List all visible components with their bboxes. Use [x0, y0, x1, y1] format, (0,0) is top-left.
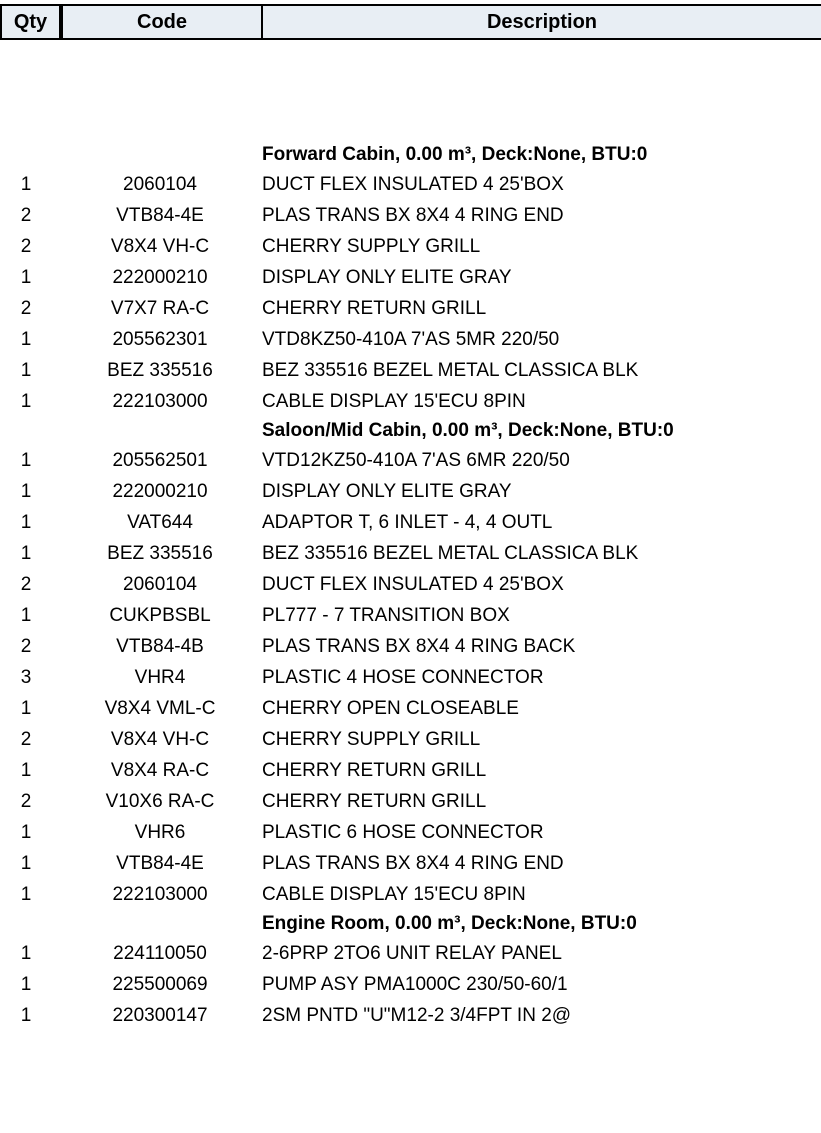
table-row [0, 631, 821, 662]
code-cell: 2060104 [123, 574, 197, 595]
description-cell: PLAS TRANS BX 8X4 4 RING END [262, 205, 564, 226]
table-row [0, 724, 821, 755]
code-cell: V8X4 VH-C [110, 236, 210, 257]
description-cell: VTD8KZ50-410A 7'AS 5MR 220/50 [262, 329, 560, 350]
description-cell: ADAPTOR T, 6 INLET - 4, 4 OUTL [262, 512, 553, 533]
table-row [0, 200, 821, 231]
code-cell: VTB84-4E [116, 853, 204, 874]
table-row [0, 231, 821, 262]
table-row [0, 386, 821, 417]
code-cell: 205562501 [112, 450, 208, 471]
table-row [0, 662, 821, 693]
table-row [0, 848, 821, 879]
qty-cell: 1 [20, 391, 32, 412]
table-row [0, 569, 821, 600]
code-cell: 222103000 [112, 884, 208, 905]
description-cell: PLAS TRANS BX 8X4 4 RING END [262, 853, 564, 874]
description-cell: DISPLAY ONLY ELITE GRAY [262, 267, 512, 288]
qty-cell: 1 [20, 1005, 32, 1026]
table-row [0, 817, 821, 848]
qty-cell: 1 [20, 884, 32, 905]
table-row [0, 293, 821, 324]
section-title: Engine Room, 0.00 m³, Deck:None, BTU:0 [262, 913, 637, 934]
qty-cell: 1 [20, 543, 32, 564]
description-cell: DISPLAY ONLY ELITE GRAY [262, 481, 512, 502]
description-cell: 2-6PRP 2TO6 UNIT RELAY PANEL [262, 943, 562, 964]
qty-cell: 1 [20, 760, 32, 781]
code-cell: V7X7 RA-C [110, 298, 210, 319]
qty-cell: 1 [20, 450, 32, 471]
code-cell: BEZ 335516 [107, 360, 213, 381]
description-cell: CHERRY RETURN GRILL [262, 298, 487, 319]
table-row [0, 938, 821, 969]
description-cell: PLASTIC 4 HOSE CONNECTOR [262, 667, 544, 688]
qty-cell: 2 [20, 729, 32, 750]
description-cell: CHERRY SUPPLY GRILL [262, 729, 481, 750]
code-cell: CUKPBSBL [109, 605, 211, 626]
description-cell: BEZ 335516 BEZEL METAL CLASSICA BLK [262, 360, 639, 381]
qty-cell: 1 [20, 329, 32, 350]
qty-cell: 1 [20, 174, 32, 195]
code-cell: 220300147 [112, 1005, 208, 1026]
description-cell: DUCT FLEX INSULATED 4 25'BOX [262, 574, 564, 595]
code-cell: 2060104 [123, 174, 197, 195]
code-cell: VTB84-4B [116, 636, 204, 657]
description-cell: CHERRY RETURN GRILL [262, 760, 487, 781]
code-cell: V8X4 RA-C [110, 760, 210, 781]
description-cell: CHERRY RETURN GRILL [262, 791, 487, 812]
description-cell: PL777 - 7 TRANSITION BOX [262, 605, 510, 626]
code-cell: 225500069 [112, 974, 208, 995]
qty-cell: 2 [20, 574, 32, 595]
table-header [0, 4, 821, 40]
table-row [0, 538, 821, 569]
header-qty: Qty [0, 4, 61, 40]
code-cell: VHR6 [134, 822, 186, 843]
table-row [0, 786, 821, 817]
table-row [0, 1000, 821, 1031]
qty-cell: 2 [20, 236, 32, 257]
description-cell: VTD12KZ50-410A 7'AS 6MR 220/50 [262, 450, 570, 471]
qty-cell: 1 [20, 853, 32, 874]
description-cell: CHERRY OPEN CLOSEABLE [262, 698, 519, 719]
code-cell: VTB84-4E [116, 205, 204, 226]
code-cell: V8X4 VML-C [104, 698, 216, 719]
description-cell: CHERRY SUPPLY GRILL [262, 236, 481, 257]
description-cell: PLASTIC 6 HOSE CONNECTOR [262, 822, 544, 843]
qty-cell: 2 [20, 636, 32, 657]
description-cell: CABLE DISPLAY 15'ECU 8PIN [262, 391, 526, 412]
description-cell: PLAS TRANS BX 8X4 4 RING BACK [262, 636, 576, 657]
code-cell: VAT644 [127, 512, 193, 533]
code-cell: 222000210 [112, 481, 208, 502]
description-cell: PUMP ASY PMA1000C 230/50-60/1 [262, 974, 568, 995]
table-row [0, 476, 821, 507]
code-cell: BEZ 335516 [107, 543, 213, 564]
code-cell: 222000210 [112, 267, 208, 288]
table-row [0, 324, 821, 355]
qty-cell: 1 [20, 360, 32, 381]
code-cell: VHR4 [134, 667, 186, 688]
table-row [0, 507, 821, 538]
qty-cell: 1 [20, 943, 32, 964]
qty-cell: 1 [20, 512, 32, 533]
qty-cell: 1 [20, 267, 32, 288]
qty-cell: 1 [20, 605, 32, 626]
table-row [0, 262, 821, 293]
table-row [0, 693, 821, 724]
qty-cell: 1 [20, 481, 32, 502]
table-row [0, 879, 821, 910]
qty-cell: 2 [20, 791, 32, 812]
description-cell: 2SM PNTD "U"M12-2 3/4FPT IN 2@ [262, 1005, 572, 1026]
qty-cell: 2 [20, 205, 32, 226]
table-row [0, 600, 821, 631]
code-cell: 205562301 [112, 329, 208, 350]
header-description: Description [261, 4, 821, 40]
table-row [0, 445, 821, 476]
table-row [0, 355, 821, 386]
qty-cell: 2 [20, 298, 32, 319]
qty-cell: 1 [20, 974, 32, 995]
description-cell: BEZ 335516 BEZEL METAL CLASSICA BLK [262, 543, 639, 564]
section-title: Forward Cabin, 0.00 m³, Deck:None, BTU:0 [262, 144, 648, 165]
qty-cell: 1 [20, 822, 32, 843]
code-cell: V8X4 VH-C [110, 729, 210, 750]
header-code: Code [61, 4, 263, 40]
code-cell: V10X6 RA-C [105, 791, 215, 812]
qty-cell: 1 [20, 698, 32, 719]
code-cell: 224110050 [113, 943, 207, 964]
qty-cell: 3 [20, 667, 32, 688]
parts-list [0, 141, 821, 1031]
description-cell: DUCT FLEX INSULATED 4 25'BOX [262, 174, 564, 195]
section-title: Saloon/Mid Cabin, 0.00 m³, Deck:None, BTU:0 [262, 420, 674, 441]
table-row [0, 969, 821, 1000]
table-row [0, 755, 821, 786]
code-cell: 222103000 [112, 391, 208, 412]
table-row [0, 169, 821, 200]
description-cell: CABLE DISPLAY 15'ECU 8PIN [262, 884, 526, 905]
